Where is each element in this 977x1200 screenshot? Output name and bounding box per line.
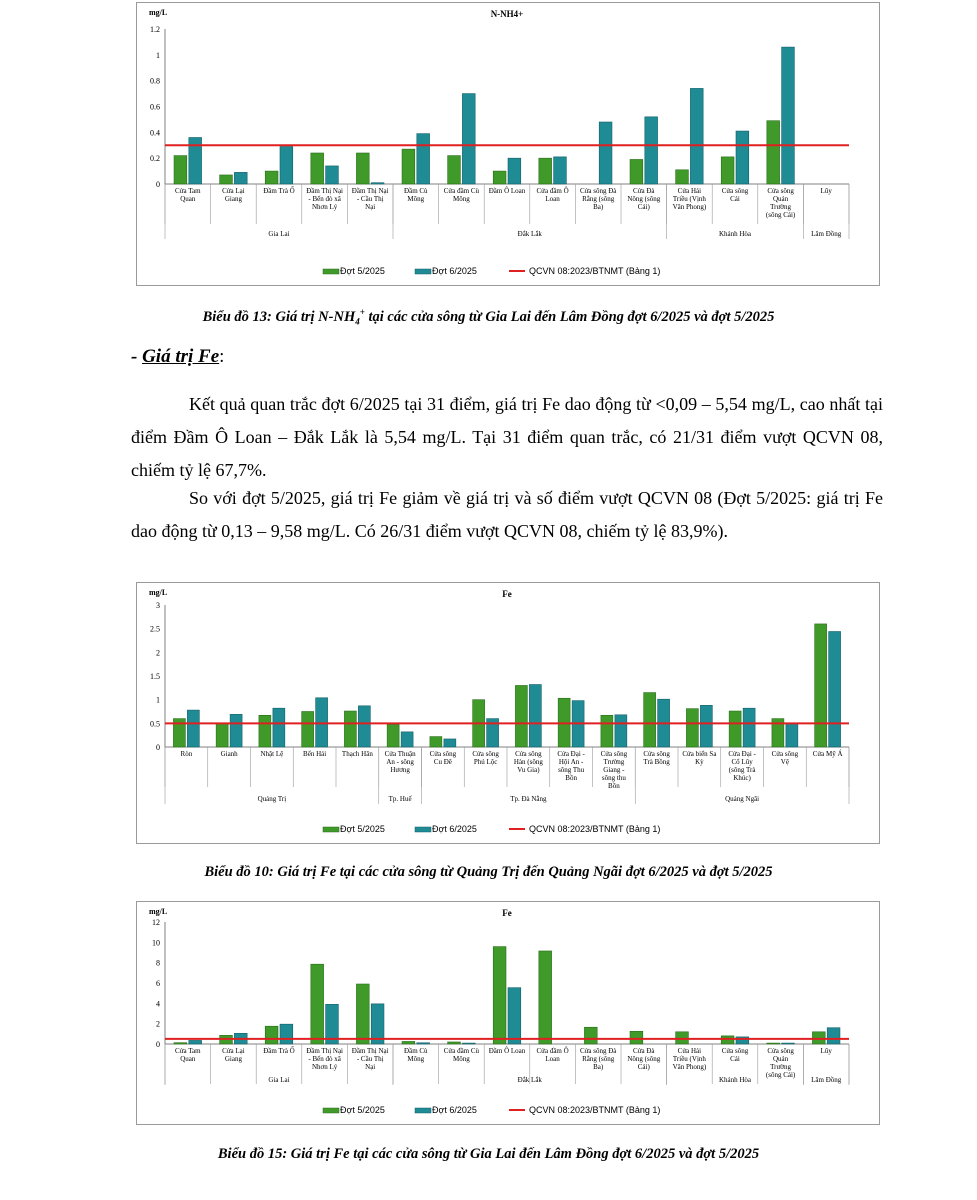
bar-dot5-1 (216, 723, 228, 747)
category-label: Nhật Lệ (260, 750, 284, 758)
bar-dot5-15 (815, 624, 827, 747)
legend-label-dot5: Đợt 5/2025 (340, 266, 385, 276)
category-label: - Bến đò xã (308, 195, 341, 203)
category-label: Cửa Thuận (384, 750, 416, 758)
category-label: Cửa sông (721, 1047, 749, 1055)
y-tick-label: 0 (156, 1040, 160, 1049)
bar-dot5-3 (311, 964, 324, 1044)
category-label: Cu Đê (433, 758, 452, 766)
category-label: Cửa sông (771, 750, 799, 758)
bar-dot6-2 (280, 147, 293, 184)
bar-dot6-13 (782, 47, 795, 184)
category-label: Vu Gia) (517, 766, 540, 774)
category-label: Cửa Tam (175, 1047, 201, 1055)
bar-dot5-2 (259, 715, 271, 747)
bar-dot5-13 (767, 1043, 780, 1044)
bar-dot6-0 (187, 710, 199, 747)
category-label: Cái) (637, 203, 650, 211)
category-label: Đầm Thị Nại (351, 1047, 389, 1055)
section-title: Giá trị Fe (142, 346, 220, 367)
bar-dot5-5 (402, 1041, 415, 1044)
group-label: Gia Lai (268, 1076, 290, 1084)
bar-dot5-8 (515, 685, 527, 747)
category-label: Cửa đầm Cù (443, 1047, 480, 1055)
bar-dot5-8 (539, 951, 552, 1044)
category-label: Trường (770, 1063, 792, 1071)
category-label: Quan (180, 1055, 196, 1063)
category-label: Đầm Ô Loan (488, 187, 526, 195)
legend-swatch-dot6 (415, 827, 431, 832)
category-label: Rằng (sông (582, 1055, 615, 1063)
legend-label-dot6: Đợt 6/2025 (432, 266, 477, 276)
chart-title: N-NH4+ (490, 9, 524, 19)
category-label: Giang (224, 1055, 242, 1063)
bar-dot6-14 (786, 723, 798, 747)
bar-dot5-6 (448, 1042, 461, 1044)
category-label: Bồn (608, 782, 620, 790)
category-label: Đầm Thị Nại (306, 1047, 344, 1055)
category-label: Quán (773, 195, 789, 203)
category-label: Thạch Hãn (341, 750, 373, 758)
y-tick-label: 4 (156, 999, 160, 1009)
bar-dot6-11 (690, 88, 703, 184)
bar-dot5-11 (676, 170, 689, 184)
chart-fe2 (137, 902, 879, 1124)
bar-dot5-4 (356, 984, 369, 1044)
bar-dot6-13 (743, 708, 755, 747)
bar-dot5-6 (430, 737, 442, 747)
group-label: Lâm Đồng (811, 1076, 842, 1084)
caption-13-suffix: tại các cửa sông từ Gia Lai đến Lâm Đồng đợt 6/2025 và đợt 5/2025 (364, 308, 775, 325)
category-label: Vân Phong) (672, 203, 707, 211)
group-label: Quảng Ngãi (725, 795, 760, 803)
y-axis-unit-label: mg/L (149, 907, 168, 916)
category-label: Cửa Hải (677, 1047, 702, 1055)
category-label: (sông Cái) (765, 1071, 796, 1079)
bar-dot5-12 (721, 1036, 734, 1044)
category-label: Bồn (565, 774, 577, 782)
y-tick-label: 0.8 (150, 76, 160, 86)
bar-dot6-4 (371, 183, 384, 184)
bar-dot5-13 (767, 121, 780, 184)
category-label: Loan (545, 195, 560, 203)
category-label: Cửa Hải (677, 187, 702, 195)
legend-swatch-dot6 (415, 1108, 431, 1113)
chart-nh4-frame (136, 2, 880, 286)
bar-dot6-2 (280, 1024, 293, 1044)
category-label: Đầm Ô Loan (488, 1047, 526, 1055)
category-label: Cửa Đại - (728, 750, 756, 758)
y-tick-label: 1 (156, 695, 160, 705)
category-label: Mông (407, 1055, 425, 1063)
bar-dot5-0 (174, 1043, 187, 1044)
category-label: Cửa sông (767, 1047, 794, 1055)
bar-dot5-6 (448, 156, 461, 184)
bar-dot6-4 (358, 706, 370, 747)
category-label: Ròn (180, 750, 193, 758)
caption-chart-15 (0, 1146, 977, 1163)
chart-title: Fe (502, 908, 512, 918)
group-label: Gia Lai (268, 230, 290, 238)
category-label: Cửa Đại - (557, 750, 585, 758)
category-label: Nhơn Lý (311, 1063, 338, 1071)
chart-title: Fe (502, 589, 512, 599)
bar-dot5-10 (630, 159, 643, 184)
section-colon: : (219, 346, 225, 367)
bar-dot6-15 (829, 632, 841, 747)
y-tick-label: 10 (152, 938, 160, 948)
y-tick-label: 0.6 (150, 102, 160, 112)
bar-dot6-1 (230, 714, 242, 747)
y-tick-label: 2 (156, 648, 160, 658)
category-label: Ba) (593, 203, 604, 211)
legend-label-dot5: Đợt 5/2025 (340, 824, 385, 834)
bar-dot6-5 (401, 732, 413, 747)
category-label: Quan (180, 195, 196, 203)
group-label: Tp. Đà Nẵng (510, 795, 547, 803)
category-label: Giang (224, 195, 242, 203)
bar-dot5-5 (387, 724, 399, 747)
bar-dot5-7 (493, 171, 506, 184)
bar-dot6-5 (417, 1043, 430, 1044)
bar-dot5-10 (601, 715, 613, 747)
group-label: Đắk Lắk (517, 1076, 542, 1084)
y-tick-label: 0 (156, 743, 160, 752)
category-label: Lũy (820, 1047, 832, 1055)
chart-fe1-frame (136, 582, 880, 844)
bar-dot6-3 (326, 166, 339, 184)
bar-dot6-0 (189, 1040, 202, 1044)
category-label: Cửa sông (767, 187, 794, 195)
category-label: Quán (773, 1055, 789, 1063)
category-label: (sông Trà (728, 766, 756, 774)
category-label: - Bến đò xã (308, 1055, 341, 1063)
bar-dot6-2 (273, 708, 285, 747)
bar-dot6-7 (508, 988, 521, 1044)
paragraph-1-text: Kết quả quan trắc đợt 6/2025 tại 31 điểm, giá trị Fe dao động từ <0,09 – 5,54 mg/L, cao nhất tại điểm Đầm Ô Loan – Đắk Lắk là 5,54 mg/L. Tại 31 điểm quan trắc, có 21/31 điểm vượt QCVN 08, chiếm tỷ lệ 67,7%. (131, 394, 883, 480)
bar-dot6-10 (645, 117, 658, 184)
group-label: Tp. Huế (388, 795, 412, 803)
category-label: Cửa sông Đà (579, 187, 617, 195)
bar-dot5-3 (302, 712, 314, 748)
category-label: Vệ (780, 758, 789, 766)
legend-label-dot5: Đợt 5/2025 (340, 1105, 385, 1115)
legend-label-dot6: Đợt 6/2025 (432, 824, 477, 834)
bar-dot6-8 (529, 685, 541, 747)
bar-dot6-10 (615, 715, 627, 747)
category-label: Nại (365, 1063, 376, 1071)
bar-dot5-4 (356, 153, 369, 184)
category-label: Cái) (637, 1063, 650, 1071)
group-label: Khánh Hòa (718, 230, 752, 238)
category-label: Cửa sông (429, 750, 457, 758)
y-tick-label: 1.2 (150, 25, 160, 34)
legend-label-threshold: QCVN 08:2023/BTNMT (Bảng 1) (529, 1105, 661, 1115)
bar-dot5-12 (721, 157, 734, 184)
category-label: Triều (Vịnh (672, 195, 706, 203)
category-label: Cửa sông (721, 187, 749, 195)
legend-label-threshold: QCVN 08:2023/BTNMT (Bảng 1) (529, 266, 661, 276)
category-label: Cửa sông (515, 750, 542, 758)
bar-dot5-14 (812, 1032, 825, 1044)
caption-10-text: Biểu đồ 10: Giá trị Fe tại các cửa sông từ Quảng Trị đến Quảng Ngãi đợt 6/2025 và đợt 5/2025 (204, 864, 773, 880)
chart-fe1 (137, 583, 879, 843)
legend-swatch-dot5 (323, 827, 339, 832)
y-tick-label: 6 (156, 979, 160, 988)
paragraph-2 (131, 482, 883, 548)
category-label: Nhơn Lý (311, 203, 338, 211)
group-label: Lâm Đồng (811, 230, 842, 238)
y-axis-unit-label: mg/L (149, 588, 168, 597)
bar-dot5-12 (686, 709, 698, 747)
category-label: Nông (sông (627, 195, 661, 203)
category-label: Đầm Thị Nại (351, 187, 389, 195)
paragraph-1 (131, 388, 883, 487)
y-tick-label: 3 (156, 601, 160, 610)
category-label: Ba) (593, 1063, 604, 1071)
category-label: Đầm Cù (404, 187, 428, 195)
category-label: Cửa đầm Ô (536, 187, 569, 195)
bar-dot6-12 (700, 705, 712, 747)
bar-dot5-1 (220, 175, 233, 184)
category-label: Loan (545, 1055, 560, 1063)
paragraph-2-text: So với đợt 5/2025, giá trị Fe giảm về giá trị và số điểm vượt QCVN 08 (Đợt 5/2025: giá trị Fe dao động từ 0,13 – 9,58 mg/L. Có 26/31 điểm vượt QCVN 08, chiếm tỷ lệ 83,9%). (131, 488, 883, 541)
category-label: Hương (390, 766, 410, 774)
bar-dot6-5 (417, 134, 430, 184)
category-label: Mông (407, 195, 425, 203)
bar-dot6-7 (508, 158, 521, 184)
bar-dot6-12 (736, 131, 749, 184)
category-label: - Cầu Thị (356, 195, 384, 203)
legend-label-threshold: QCVN 08:2023/BTNMT (Bảng 1) (529, 824, 661, 834)
category-label: Cửa sông (472, 750, 499, 758)
bar-dot5-11 (676, 1032, 689, 1044)
legend-swatch-dot5 (323, 1108, 339, 1113)
category-label: - Cầu Thị (356, 1055, 384, 1063)
chart-nh4 (137, 3, 879, 285)
bar-dot6-13 (782, 1043, 795, 1044)
category-label: Cửa đầm Cù (443, 187, 480, 195)
category-label: Cửa Mỹ Á (812, 750, 843, 758)
caption-chart-10 (0, 864, 977, 881)
y-tick-label: 0.2 (150, 154, 160, 164)
y-tick-label: 0 (156, 180, 160, 189)
legend-swatch-dot5 (323, 269, 339, 274)
category-label: Cửa Tam (175, 187, 201, 195)
bar-dot5-10 (630, 1031, 643, 1044)
category-label: Trà Bồng (643, 758, 670, 766)
category-label: Đầm Trà Ổ (263, 187, 295, 195)
y-tick-label: 1.5 (150, 672, 160, 681)
category-label: Trường (770, 203, 792, 211)
bar-dot6-6 (444, 739, 456, 747)
category-label: Đầm Cù (404, 1047, 428, 1055)
category-label: Cửa Đà (633, 1047, 655, 1055)
category-label: Cửa biển Sa (682, 750, 717, 758)
category-label: Hội An - (558, 758, 584, 766)
bar-dot6-6 (462, 94, 475, 184)
y-axis-unit-label: mg/L (149, 8, 168, 17)
category-label: Vân Phong) (672, 1063, 707, 1071)
category-label: Khúc) (733, 774, 751, 782)
legend-swatch-dot6 (415, 269, 431, 274)
y-tick-label: 0.5 (150, 719, 160, 729)
bar-dot5-9 (584, 1027, 597, 1044)
category-label: Cửa Đà (633, 187, 655, 195)
bar-dot6-9 (599, 122, 612, 184)
category-label: Cái (730, 1055, 740, 1063)
y-tick-label: 2 (156, 1019, 160, 1029)
bar-dot6-6 (462, 1043, 475, 1044)
category-label: Cửa sông (600, 750, 628, 758)
section-heading-fe (131, 346, 224, 368)
bar-dot6-1 (234, 172, 247, 184)
category-label: Cửa sông (643, 750, 670, 758)
y-tick-label: 0.4 (150, 128, 160, 138)
category-label: Nông (sông (627, 1055, 661, 1063)
category-label: Đầm Thị Nại (306, 187, 344, 195)
section-dash: - (131, 346, 143, 367)
category-label: Trường (603, 758, 625, 766)
bar-dot5-11 (644, 693, 656, 747)
legend-label-dot6: Đợt 6/2025 (432, 1105, 477, 1115)
category-label: Mông (453, 1055, 470, 1063)
category-label: Nại (365, 203, 376, 211)
category-label: Gianh (220, 750, 238, 758)
category-label: Cửa Lại (222, 1047, 245, 1055)
y-tick-label: 12 (152, 918, 160, 927)
bar-dot6-8 (554, 157, 567, 184)
category-label: Cái (730, 195, 740, 203)
group-label: Quảng Trị (257, 795, 287, 803)
group-label: Khánh Hòa (718, 1076, 752, 1084)
category-label: (sông Cái) (765, 211, 796, 219)
category-label: Kỳ (695, 758, 704, 766)
category-label: Giang - (603, 766, 625, 774)
bar-dot5-13 (729, 711, 741, 747)
y-tick-label: 8 (156, 958, 160, 968)
bar-dot5-8 (539, 158, 552, 184)
bar-dot5-3 (311, 153, 324, 184)
category-label: Rằng (sông (582, 195, 615, 203)
bar-dot5-2 (265, 171, 278, 184)
caption-13-sub: 4 (355, 316, 360, 327)
category-label: Mông (453, 195, 470, 203)
caption-13-prefix: Biểu đồ 13: Giá trị N-NH (202, 308, 356, 325)
category-label: Cửa sông Đà (579, 1047, 617, 1055)
category-label: Phú Lộc (473, 758, 498, 766)
category-label: An - sông (386, 758, 414, 766)
caption-13-sup: + (359, 307, 365, 317)
bar-dot5-7 (493, 947, 506, 1044)
group-label: Đắk Lắk (517, 230, 542, 238)
bar-dot5-5 (402, 149, 415, 184)
category-label: Cổ Lũy (731, 758, 753, 766)
caption-15-text: Biểu đồ 15: Giá trị Fe tại các cửa sông từ Gia Lai đến Lâm Đồng đợt 6/2025 và đợt 5/2025 (217, 1146, 760, 1162)
bar-dot6-14 (827, 1028, 840, 1044)
chart-fe2-frame (136, 901, 880, 1125)
category-label: sông Thu (558, 766, 585, 774)
bar-dot5-4 (344, 711, 356, 747)
category-label: Cửa Lại (222, 187, 245, 195)
category-label: sông thu (601, 774, 626, 782)
bar-dot5-0 (174, 156, 187, 184)
caption-chart-13 (0, 307, 977, 327)
category-label: Đầm Trà Ổ (263, 1047, 295, 1055)
y-tick-label: 2.5 (150, 624, 160, 634)
category-label: Hàn (sông (513, 758, 543, 766)
category-label: Lũy (820, 187, 832, 195)
category-label: Cửa đầm Ô (536, 1047, 569, 1055)
category-label: Bến Hải (303, 750, 327, 758)
bar-dot5-2 (265, 1026, 278, 1044)
category-label: Triều (Vịnh (672, 1055, 706, 1063)
y-tick-label: 1 (156, 50, 160, 60)
